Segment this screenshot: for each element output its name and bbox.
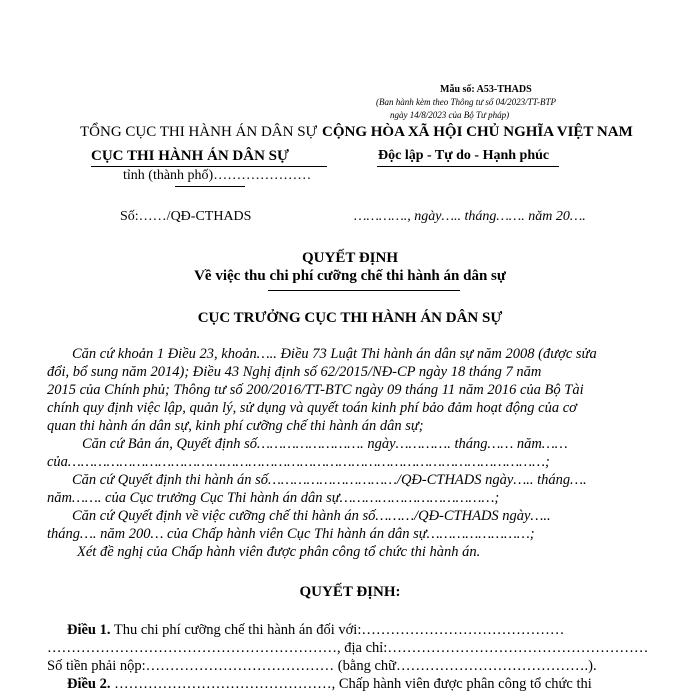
document-date: …………., ngày….. tháng……. năm 20…. [354,209,586,224]
motto-underline [377,166,559,167]
subject-underline [268,290,460,291]
preamble-line: Căn cứ Quyết định về việc cưỡng chế thi hành án số………/QĐ-CTHADS ngày….. [72,508,551,524]
agency-name: CỤC THI HÀNH ÁN DÂN SỰ [91,148,289,164]
decision-heading: QUYẾT ĐỊNH: [299,584,401,600]
article-1-line: Số tiền phải nộp:………………………………… (bằng chữ………………………………….). [47,658,597,674]
article-1-text: Thu chi phí cưỡng chế thi hành án đối với:…………………………………… [110,622,565,638]
form-issued-by: (Ban hành kèm theo Thông tư số 04/2023/TT-BTP [376,97,556,107]
preamble-line: Căn cứ Quyết định thi hành án số…………………………/QĐ-CTHADS ngày….. tháng…. [72,472,587,488]
agency-parent: TỔNG CỤC THI HÀNH ÁN DÂN SỰ [80,124,318,140]
preamble-line: Xét đề nghị của Chấp hành viên được phân công tổ chức thi hành án. [77,544,481,560]
agency-underline [91,166,327,167]
preamble-line: Căn cứ khoản 1 Điều 23, khoản….. Điều 73 Luật Thi hành án dân sự năm 2008 (được sửa [72,346,597,362]
preamble-line: năm……. của Cục trưởng Cục Thi hành án dân sự………………………………; [47,490,500,506]
form-issued-date: ngày 14/8/2023 của Bộ Tư pháp) [390,110,510,120]
form-code: Mẫu số: A53-THADS [440,84,532,95]
province-underline [175,186,245,187]
article-1-line: ……………………………………………………, địa chỉ:……………………………………………… [47,640,649,656]
national-title: CỘNG HÒA XÃ HỘI CHỦ NGHĨA VIỆT NAM [322,124,633,140]
issuing-authority: CỤC TRƯỞNG CỤC THI HÀNH ÁN DÂN SỰ [197,310,503,326]
preamble-line: tháng…. năm 200… của Chấp hành viên Cục Thi hành án dân sự……………………; [47,526,535,542]
preamble-line: đổi, bổ sung năm 2014); Điều 43 Nghị định số 62/2015/NĐ-CP ngày 18 tháng 7 năm [47,364,542,380]
article-1-label: Điều 1. [67,622,111,638]
preamble-line: 2015 của Chính phủ; Thông tư số 200/2016/TT-BTC ngày 09 tháng 11 năm 2016 của Bộ Tài [47,382,584,398]
national-motto: Độc lập - Tự do - Hạnh phúc [378,148,550,163]
document-number: Số:……/QĐ-CTHADS [120,209,252,224]
agency-province: tỉnh (thành phố)………………… [123,168,312,183]
preamble-line: quan thi hành án dân sự, kinh phí cưỡng chế thi hành án dân sự; [47,418,424,434]
document-title: QUYẾT ĐỊNH [302,250,398,266]
article-2-label: Điều 2. [67,676,111,692]
preamble-line: của…………………………………………………………………………………………………; [47,454,550,470]
document-subject: Về việc thu chi phí cưỡng chế thi hành án dân sự [194,268,506,284]
preamble-line: chính quy định việc lập, quản lý, sử dụng và quyết toán kinh phí bảo đảm hoạt động của cơ [47,400,577,416]
article-2-text: ………………………………………, Chấp hành viên được phân công tổ chức thi [110,676,592,692]
article-1-line [67,622,564,639]
article-2-line [67,676,592,693]
preamble-line: Căn cứ Bản án, Quyết định số……………………. ngày…………. tháng…… năm…… [82,436,568,452]
